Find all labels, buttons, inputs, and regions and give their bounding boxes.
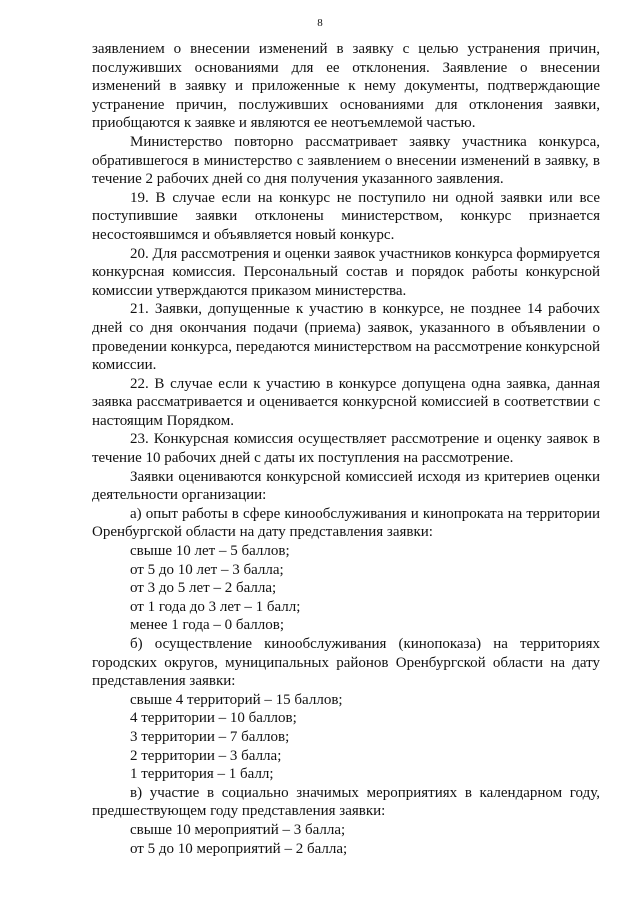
paragraph-20: 20. Для рассмотрения и оценки заявок участников конкурса формируется конкурсная комиссия. Персональный состав и порядок работы конкурсной комиссии утверждаются приказом министерства. [92, 245, 600, 299]
criterion-a-option: свыше 10 лет – 5 баллов; [130, 543, 290, 560]
paragraph-23: 23. Конкурсная комиссия осуществляет рассмотрение и оценку заявок в течение 10 рабочих дней с даты их поступления на рассмотрение. [92, 431, 600, 467]
criterion-a-option: от 1 года до 3 лет – 1 балл; [130, 598, 301, 615]
criterion-c-option: свыше 10 мероприятий – 3 балла; [130, 821, 346, 838]
criterion-b-option: 4 территории – 10 баллов; [130, 710, 297, 727]
criterion-b-option: свыше 4 территорий – 15 баллов; [130, 691, 343, 708]
document-body [92, 40, 600, 858]
paragraph-ministry-review: Министерство повторно рассматривает заявку участника конкурса, обратившегося в министерство с заявлением о внесении изменений в заявку, в течение 2 рабочих дней со дня получения указанного заявления. [92, 133, 600, 188]
criterion-a-option: от 3 до 5 лет – 2 балла; [130, 580, 277, 597]
criterion-a: а) опыт работы в сфере кинообслуживания и кинопроката на территории Оренбургской области на дату представления заявки: [92, 505, 600, 541]
paragraph-21: 21. Заявки, допущенные к участию в конкурсе, не позднее 14 рабочих дней со дня окончания подачи (приема) заявок, указанного в объявлении о проведении конкурса, передаются министерством на рассмотрение конкурсной комиссии. [92, 301, 600, 374]
criterion-c: в) участие в социально значимых мероприятиях в календарном году, предшествующем году представления заявки: [92, 784, 600, 820]
criterion-a-option: от 5 до 10 лет – 3 балла; [130, 561, 284, 578]
criterion-c-option: от 5 до 10 мероприятий – 2 балла; [130, 840, 348, 857]
criterion-b: б) осуществление кинообслуживания (кинопоказа) на территориях городских округов, муниципальных районов Оренбургской области на дату представления заявки: [92, 636, 600, 690]
paragraph-continuation: заявлением о внесении изменений в заявку с целью устранения причин, послуживших основаниями для ее отклонения. Заявление о внесении изменений в заявку и приложенные к нему документы, подтверждающие устранение причин, послуживших основаниями для отклонения заявки, приобщаются к заявке и являются ее неотъемлемой частью. [92, 41, 600, 132]
criterion-b-option: 3 территории – 7 баллов; [130, 728, 290, 745]
paragraph-criteria-intro: Заявки оцениваются конкурсной комиссией исходя из критериев оценки деятельности организации: [92, 468, 600, 504]
criterion-a-option: менее 1 года – 0 баллов; [130, 617, 285, 634]
criterion-b-option: 2 территории – 3 балла; [130, 747, 282, 764]
page-number: 8 [317, 17, 323, 29]
paragraph-19: 19. В случае если на конкурс не поступило ни одной заявки или все поступившие заявки отклонены министерством, конкурс признается несостоявшимся и объявляется новый конкурс. [92, 189, 600, 243]
paragraph-22: 22. В случае если к участию в конкурсе допущена одна заявка, данная заявка рассматривается и оценивается конкурсной комиссией в соответствии с настоящим Порядком. [92, 375, 600, 429]
criterion-b-option: 1 территория – 1 балл; [130, 766, 274, 783]
